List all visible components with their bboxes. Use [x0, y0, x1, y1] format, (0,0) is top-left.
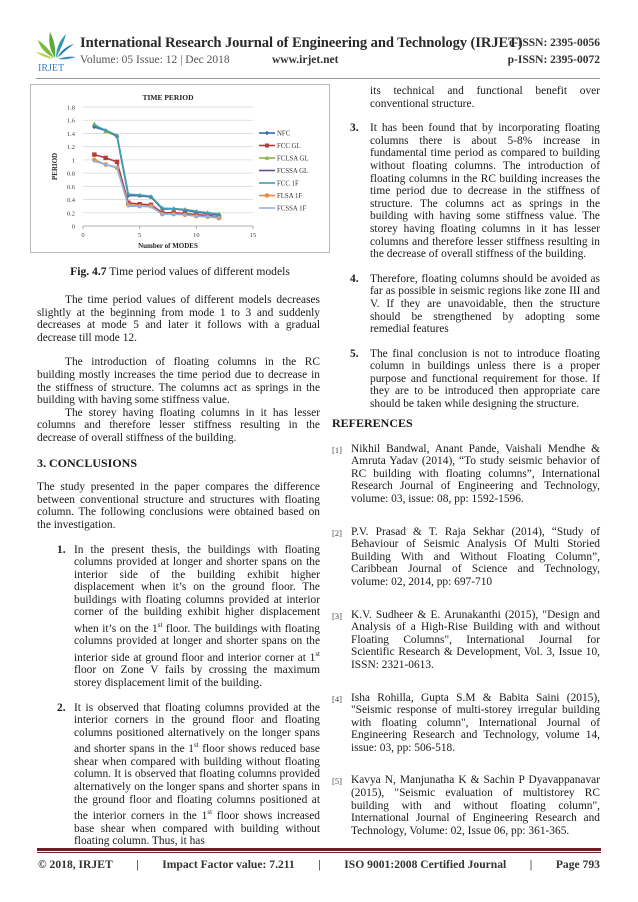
legend-entry: FCSSA GL — [277, 168, 309, 175]
x-tick-label: 0 — [81, 232, 85, 239]
page-footer — [38, 858, 600, 871]
x-tick-label: 5 — [138, 232, 142, 239]
journal-title: International Research Journal of Engineering and Technology (IRJET) — [80, 35, 523, 51]
p-issn: p-ISSN: 2395-0072 — [507, 54, 600, 66]
reference-number: [1] — [332, 444, 342, 455]
series-line — [94, 126, 219, 215]
reference-number: [3] — [332, 610, 342, 621]
iso-certification: ISO 9001:2008 Certified Journal — [344, 858, 507, 871]
legend-entry: FCLSA GL — [277, 155, 309, 163]
y-tick-label: 1 — [71, 157, 75, 165]
section-intro: The study presented in the paper compares the difference between conventional structure and structures with floating column. The following conclusions were obtained based on the investigation. — [37, 481, 320, 531]
legend-entry: FCSSA 1F — [277, 205, 307, 213]
reference-item: [2] P.V. Prasad & T. Raja Sekhar (2014), “Study of Behaviour of Seismic Analysis Of Multi Storied Building With and Without Floating Column”, Caribbean Journal of Science and Technology, volume: 02, 2014, pp: 697-710 — [332, 525, 600, 588]
reference-number: [5] — [332, 776, 342, 787]
reference-item: [4] Isha Rohilla, Gupta S.M & Babita Saini (2015), "Seismic response of multi-storey irregular building with floating column", International Journal of Engineering Research and Technology, volume 14, issue: 03, pp: 506-518. — [332, 691, 600, 754]
right-column — [350, 85, 600, 423]
x-axis-label: Number of MODES — [138, 242, 198, 250]
reference-item: [5] Kavya N, Manjunatha K & Sachin P Dyavappanavar (2015), "Seismic evaluation of multistorey RC building with and without floating column", International Journal of Engineering Research and Technology, Volume: 02, Issue 06, pp: 361-365. — [332, 774, 600, 837]
reference-number: [4] — [332, 693, 342, 704]
y-tick-label: 0.6 — [66, 183, 75, 191]
conclusion-item: 1. In the present thesis, the buildings with floating columns provided at longer and shorter spans on the interior side of the building exhibit higher displacement when it’s on the ground floor. The buildings with floating columns provided at interior corner of the building exhibit higher displacement when it’s on the 1st floor. The buildings with floating columns provided at longer and shorter spans on the interior side at ground floor and interior corner at 1st floor on Zone V fails by crossing the maximum storey displacement limit of the building. — [57, 543, 321, 690]
paragraph: The introduction of floating columns in the RC building mostly increases the time period due to decrease in the stiffness of structure. The columns act as springs in the building with having some stiffness value. — [37, 356, 320, 407]
copyright: © 2018, IRJET — [38, 858, 113, 871]
volume-issue: Volume: 05 Issue: 12 | Dec 2018 — [80, 54, 230, 66]
footer-separator: | — [318, 858, 321, 871]
paragraph: The storey having floating columns in it has lesser columns and therefore lesser stiffness resulting in the decrease of overall stiffness of the building. — [37, 406, 320, 444]
y-tick-label: 1.4 — [66, 130, 75, 138]
irjet-logo-icon — [36, 30, 76, 72]
legend-entry: FLSA 1F — [277, 193, 303, 200]
x-tick-label: 15 — [249, 232, 257, 239]
figure-caption-text: Time period values of different models — [106, 265, 290, 278]
page-header — [36, 30, 600, 80]
svg-text:IRJET: IRJET — [38, 63, 65, 72]
y-tick-label: 1.6 — [66, 117, 75, 125]
chart-title: TIME PERIOD — [142, 93, 194, 102]
list-number: 5. — [350, 347, 359, 360]
y-tick-label: 0.8 — [66, 170, 75, 178]
references-heading: REFERENCES — [332, 416, 413, 430]
continuation-text: its technical and functional benefit over conventional structure. — [370, 85, 600, 110]
conclusion-item: 3. It has been found that by incorporating floating columns there is about 5-8% increase in fundamental time period as compared to building without floating columns. The introduction of floating columns in the RC building increases the time period due to decrease in the stiffness of structure. The columns act as springs in the building with having some stiffness value. The storey having floating columns in it has lesser columns and therefore lesser stiffness resulting in the decrease of overall stiffness of the building. — [350, 122, 600, 261]
y-tick-label: 1.2 — [66, 144, 75, 152]
e-issn: e-ISSN: 2395-0056 — [508, 37, 600, 49]
header-divider — [36, 78, 600, 79]
conclusion-item: 4. Therefore, floating columns should be avoided as far as possible in seismic regions like zone III and V. If they are unavoidable, then the structure should be strengthened by adopting some remedial features — [350, 272, 600, 336]
references-section — [332, 417, 600, 857]
series-line — [94, 160, 219, 218]
list-number: 4. — [350, 272, 359, 285]
legend-entry: FCC GL — [277, 143, 301, 150]
left-column — [37, 294, 320, 860]
legend-entry: NFC — [277, 130, 291, 138]
footer-divider-thin — [37, 852, 601, 853]
conclusion-item: 5. The final conclusion is not to introduce floating column in buildings unless there is a proper purpose and functional requirement for those. If they are to be introduced then appropriate care should be taken while designing the structure. — [350, 347, 600, 411]
reference-item: [3] K.V. Sudheer & E. Arunakanthi (2015), "Design and Analysis of a High-Rise Building with and without Floating Columns", International Journal for Scientific Research & Development, Vol. 3, Issue 10, ISSN: 2321-0613. — [332, 608, 600, 671]
section-heading: 3. CONCLUSIONS — [37, 455, 138, 470]
list-number: 2. — [57, 701, 66, 714]
reference-item: [1] Nikhil Bandwal, Anant Pande, Vaishali Mendhe & Amruta Yadav (2014), “To study seismic behavior of RC building with floating columns”, International Research Journal of Engineering and Technology, volume: 03, issue: 08, pp: 1592-1596. — [332, 442, 600, 505]
impact-factor: Impact Factor value: 7.211 — [162, 858, 295, 871]
figure-label: Fig. 4.7 — [70, 265, 107, 278]
footer-separator: | — [136, 858, 139, 871]
x-tick-label: 10 — [193, 232, 200, 239]
page-number: Page 793 — [555, 858, 600, 871]
y-axis-label: PERIOD — [51, 152, 59, 181]
series-line — [94, 155, 219, 217]
time-period-chart — [30, 84, 330, 253]
y-tick-label: 0.2 — [66, 210, 75, 218]
y-tick-label: 1.8 — [66, 104, 75, 112]
y-tick-label: 0 — [71, 223, 75, 231]
line-chart-plot — [31, 85, 331, 254]
conclusion-item: 2. It is observed that floating columns provided at the interior corners in the ground floor and floating columns positioned alternatively on the longer spans and shorter spans in the 1st floor shows reduced base shear when compared with building without floating column. It is observed that floating columns provided alternatively on the longer spans and shorter spans in the ground floor and floating columns positioned at the interior corners in the 1st floor shows increased base shear when compared with building without floating column. Thus, it has — [57, 701, 320, 848]
series-line — [94, 124, 219, 214]
footer-separator: | — [529, 858, 533, 871]
figure-caption — [30, 265, 330, 278]
paragraph: The time period values of different models decreases slightly at the beginning from mode 1 to 3 and suddenly decreases at mode 5 and later it follows with a gradual decrease till mode 12. — [37, 294, 320, 344]
legend-entry: FCC 1F — [277, 180, 299, 188]
footer-divider — [37, 848, 601, 851]
list-number: 1. — [57, 543, 66, 556]
journal-website-link[interactable]: www.irjet.net — [272, 54, 339, 66]
reference-number: [2] — [332, 527, 342, 538]
list-number: 3. — [350, 122, 359, 135]
y-tick-label: 0.4 — [66, 197, 75, 205]
